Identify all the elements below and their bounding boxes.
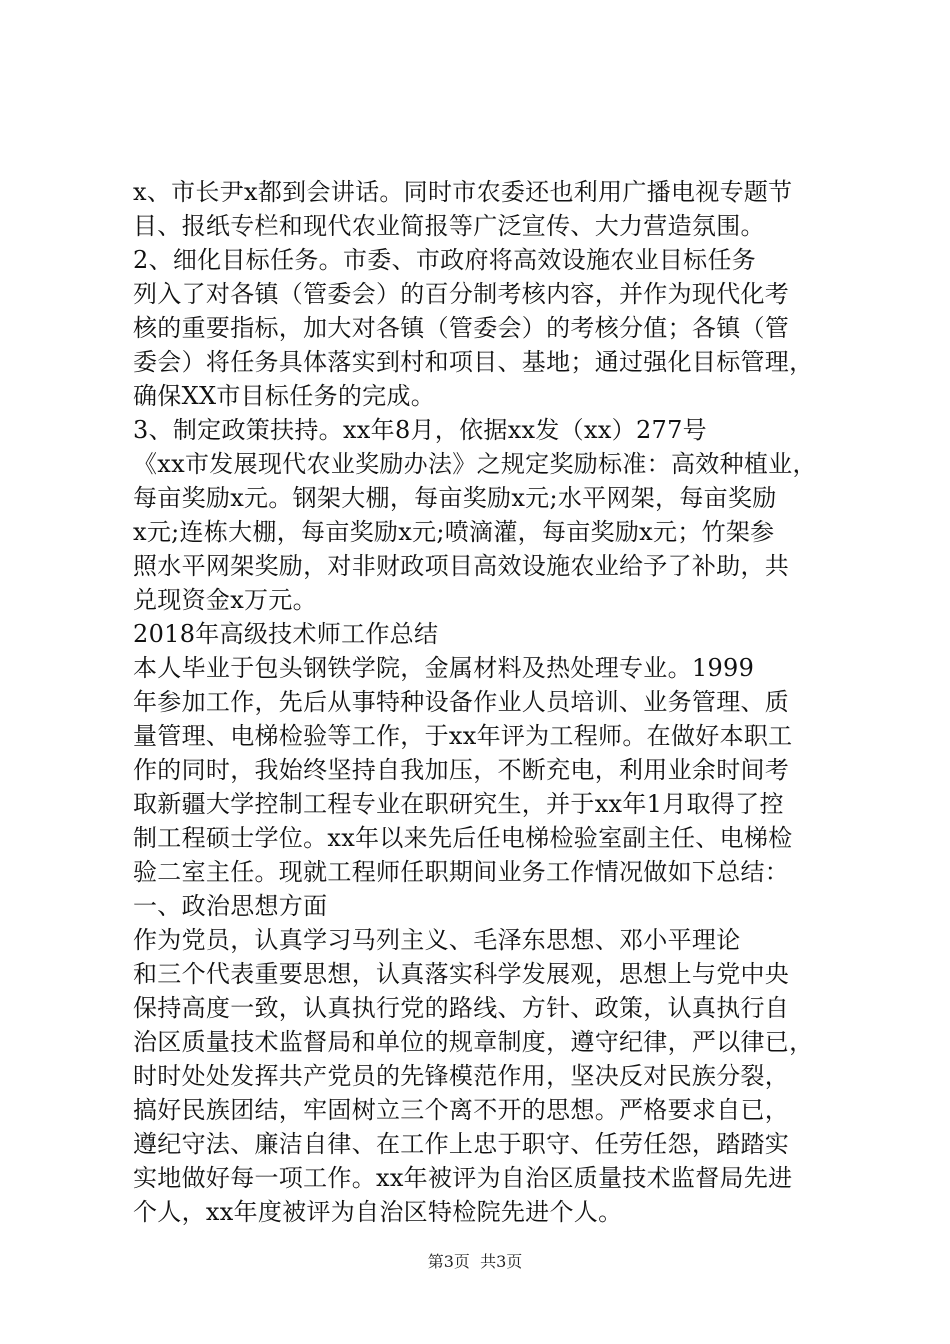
text-line: 量管理、电梯检验等工作，于xx年评为工程师。在做好本职工 [133, 722, 793, 750]
section-title: 2018年高级技术师工作总结 [133, 620, 439, 648]
text-line: 治区质量技术监督局和单位的规章制度，遵守纪律，严以律已， [133, 1028, 814, 1056]
text-line: 保持高度一致，认真执行党的路线、方针、政策，认真执行自 [133, 994, 790, 1022]
text-line: 遵纪守法、廉洁自律、在工作上忠于职守、任劳任怨，踏踏实 [133, 1130, 790, 1158]
text-line: 列入了对各镇（管委会）的百分制考核内容，并作为现代化考 [133, 280, 790, 308]
text-line: 确保XX市目标任务的完成。 [133, 382, 436, 410]
text-line: x、市长尹x都到会讲话。同时市农委还也利用广播电视专题节 [133, 178, 793, 206]
text-line: 委会）将任务具体落实到村和项目、基地；通过强化目标管理， [133, 348, 814, 376]
text-line: 本人毕业于包头钢铁学院，金属材料及热处理专业。1999 [133, 654, 755, 682]
text-line: 《xx市发展现代农业奖励办法》之规定奖励标准：高效种植业， [133, 450, 817, 478]
text-line: 照水平网架奖励，对非财政项目高效设施农业给予了补助，共 [133, 552, 790, 580]
text-line: 作为党员，认真学习马列主义、毛泽东思想、邓小平理论 [133, 926, 741, 954]
text-line: 兑现资金x万元。 [133, 586, 317, 614]
text-line: 目、报纸专栏和现代农业简报等广泛宣传、大力营造氛围。 [133, 212, 765, 240]
text-line: 验二室主任。现就工程师任职期间业务工作情况做如下总结： [133, 858, 790, 886]
text-line: 实地做好每一项工作。xx年被评为自治区质量技术监督局先进 [133, 1164, 793, 1192]
text-line: 每亩奖励x元。钢架大棚，每亩奖励x元;水平网架，每亩奖励 [133, 484, 777, 512]
document-body [133, 175, 833, 1229]
text-line: 制工程硕士学位。xx年以来先后任电梯检验室副主任、电梯检 [133, 824, 793, 852]
text-line: 3、制定政策扶持。xx年8月，依据xx发（xx）277号 [133, 416, 707, 444]
text-line: 年参加工作，先后从事特种设备作业人员培训、业务管理、质 [133, 688, 790, 716]
section-heading: 一、政治思想方面 [133, 892, 328, 920]
text-line: 和三个代表重要思想，认真落实科学发展观，思想上与党中央 [133, 960, 790, 988]
text-line: 取新疆大学控制工程专业在职研究生，并于xx年1月取得了控 [133, 790, 784, 818]
text-line: 2、细化目标任务。市委、市政府将高效设施农业目标任务 [133, 246, 757, 274]
text-line: 搞好民族团结，牢固树立三个离不开的思想。严格要求自已， [133, 1096, 790, 1124]
page-number-footer: 第3页 共3页 [427, 1252, 523, 1271]
text-line: 作的同时，我始终坚持自我加压，不断充电，利用业余时间考 [133, 756, 790, 784]
text-line: x元;连栋大棚，每亩奖励x元;喷滴灌，每亩奖励x元；竹架参 [133, 518, 775, 546]
text-line: 个人，xx年度被评为自治区特检院先进个人。 [133, 1198, 623, 1226]
text-line: 时时处处发挥共产党员的先锋模范作用，坚决反对民族分裂， [133, 1062, 790, 1090]
text-line: 核的重要指标，加大对各镇（管委会）的考核分值；各镇（管 [133, 314, 790, 342]
